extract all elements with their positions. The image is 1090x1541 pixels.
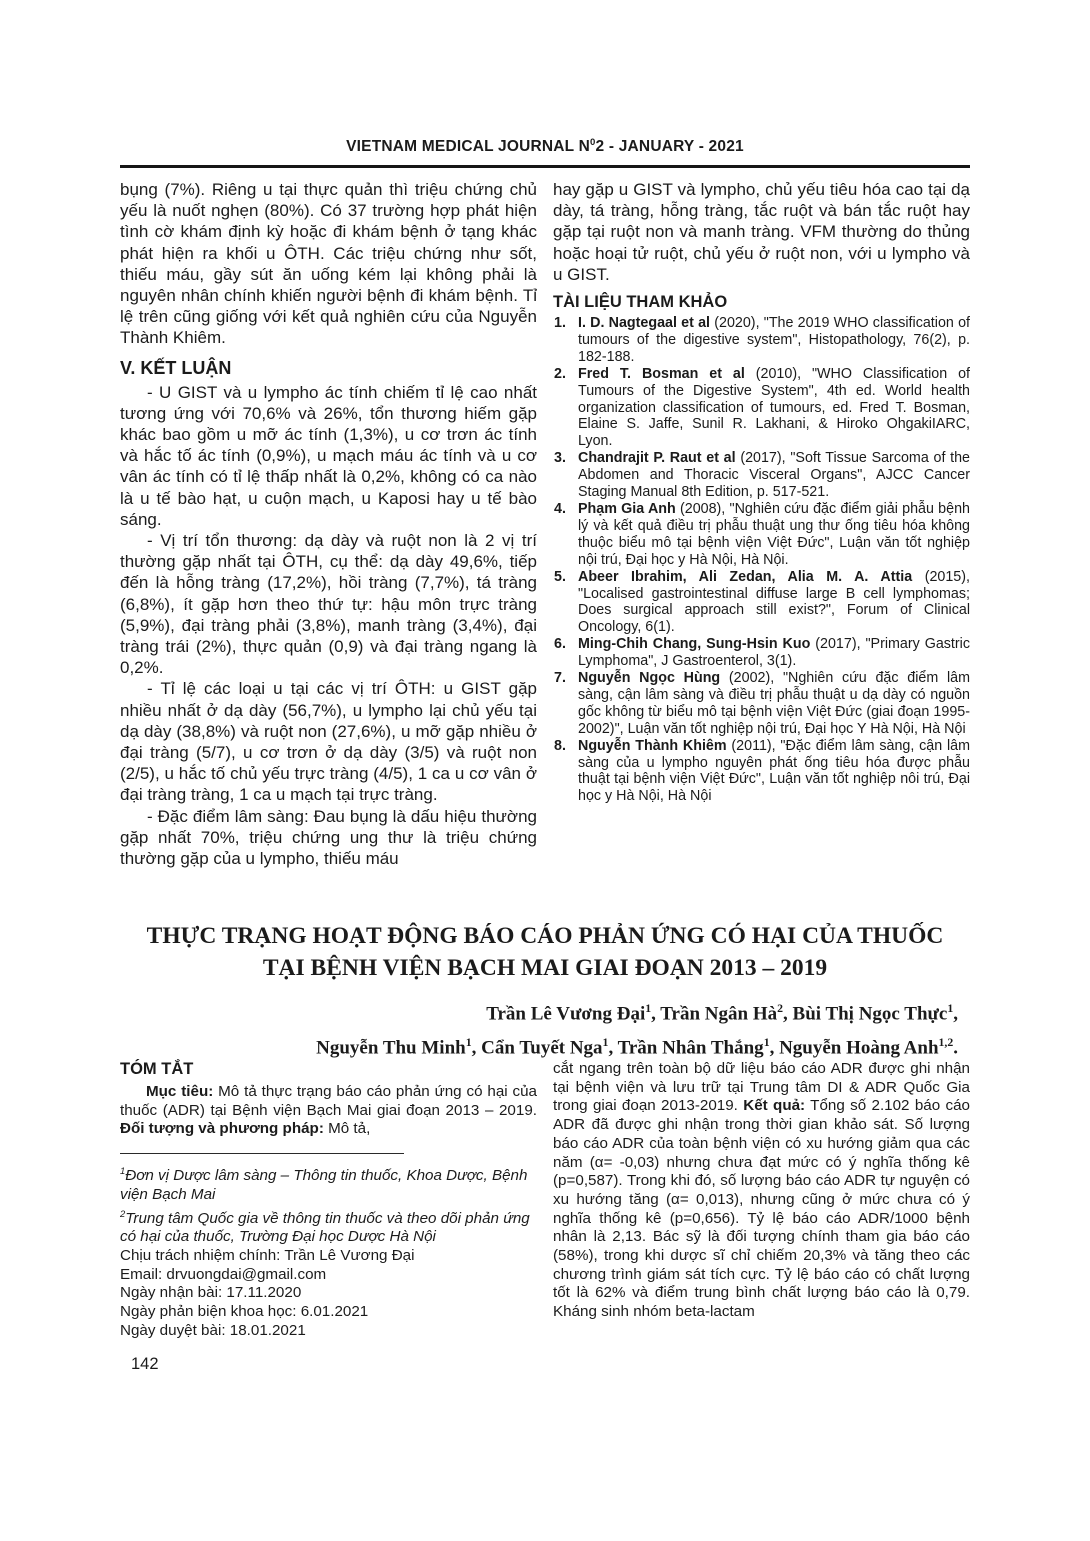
reference-text: (2015), "Localised gastrointestinal diffuse large B cell lymphomas; Does surgical approach still exist?", Forum of Clinical Oncology, 6(1). bbox=[578, 568, 970, 636]
reference-author: Phạm Gia Anh bbox=[578, 500, 676, 517]
abstract-paragraph bbox=[553, 1060, 970, 1322]
reference-number: 2. bbox=[554, 365, 566, 382]
reference-author: Abeer Ibrahim, Ali Zedan, Alia M. A. Attia bbox=[578, 568, 913, 585]
reference-number: 1. bbox=[554, 315, 566, 332]
author-name: , Trần Nhân Thắng bbox=[608, 1037, 764, 1059]
abstract-left-column bbox=[120, 1060, 537, 1341]
reference-text: (2017), "Soft Tissue Sarcoma of the Abdomen and Thoracic Visceral Organs", AJCC Cancer Staging Manual 8th Edition, p. 517-521. bbox=[578, 450, 970, 501]
abstract-methods-text: Mô tả, bbox=[323, 1120, 371, 1138]
references-heading: TÀI LIỆU THAM KHẢO bbox=[553, 293, 728, 312]
author-affiliation-superscript: 1 bbox=[645, 1002, 652, 1015]
affiliation-footnote bbox=[120, 1162, 537, 1204]
abstract-results-label: Kết quả: bbox=[743, 1097, 806, 1115]
reference-text: (2020), "The 2019 WHO classification of tumours of the digestive system", Histopathology, 76(2), p. 182-188. bbox=[578, 315, 970, 365]
author-affiliation-superscript: 1 bbox=[602, 1036, 609, 1050]
accepted-date-line: Ngày duyệt bài: 18.01.2021 bbox=[120, 1321, 306, 1339]
reviewed-date-line: Ngày phản biện khoa học: 6.01.2021 bbox=[120, 1303, 369, 1321]
article-title bbox=[120, 921, 970, 984]
author-name: , Bùi Thị Ngọc Thực bbox=[783, 1003, 948, 1025]
reference-item bbox=[553, 738, 970, 806]
reference-text: (2002), "Nghiên cứu đặc điểm lâm sàng, cận lâm sàng và điều trị phẫu thuật u dạ dày có nguồn gốc không từ biểu mô tại bệnh viện Việt Đức (giai đoạn 1995-2002)", Luận văn tốt nghiệp nội trú, Đại học Y Hà Nội, Hà Nội bbox=[578, 670, 971, 737]
author-name: Trần Lê Vương Đại bbox=[486, 1003, 646, 1025]
reference-text: (2011), "Đặc điểm lâm sàng, cận lâm sàng của u lympho nguyên phát ống tiêu hóa được phẫu thuật tại bệnh viện Việt Đức", Luận văn tốt nghiệp nôi trú, Đại học y Hà Nội, Hà Nội bbox=[578, 737, 970, 805]
author-name: , Trần Ngân Hà bbox=[651, 1003, 778, 1025]
reference-text: (2010), "WHO Classification of Tumours of the Digestive System", 4th ed. World health organization classification of tumours, ed. Fred T. Bosman, Elaine S. Jaffe, Sunil R. Lakhani, & Hiroko OhgakiIARC, Lyon. bbox=[578, 365, 970, 450]
footnote-block bbox=[120, 1153, 537, 1340]
body-paragraph: - Đặc điểm lâm sàng: Đau bụng là dấu hiệu thường gặp nhất 70%, triệu chứng ung thư là triệu chứng thường gặp của u lympho, thiếu máu bbox=[120, 806, 537, 869]
reference-author: I. D. Nagtegaal et al bbox=[578, 315, 711, 332]
abstract-objective-text: Mô tả thực trạng báo cáo phản ứng có hại của thuốc (ADR) tại Bệnh viện Bạch Mai giai đoạn 2013 – 2019. bbox=[120, 1083, 537, 1119]
journal-header-text-pre: VIETNAM MEDICAL JOURNAL N bbox=[346, 138, 590, 156]
abstract-right-column bbox=[553, 1060, 970, 1341]
journal-header-superscript: 0 bbox=[589, 137, 596, 148]
reference-text: (2008), "Nghiên cứu đặc điểm giải phẫu bệnh lý và kết quả điều trị phẫu thuật ung thư ống tiêu hóa không thuộc biểu mô tại bệnh viện Việt Đức", Luận văn tốt nghiệp nội trú, Đại học y Hà Nội, Hà Nội. bbox=[578, 500, 970, 568]
abstract-continuation-text: cắt ngang trên toàn bộ dữ liệu báo cáo ADR được ghi nhận tại bệnh viện và lưu trữ tại Trung tâm DI & ADR Quốc Gia trong giai đoạn 2013-2019. bbox=[553, 1060, 970, 1115]
author-affiliation-superscript: 1 bbox=[465, 1036, 472, 1050]
article-title-line1: THỰC TRẠNG HOẠT ĐỘNG BÁO CÁO PHẢN ỨNG CÓ HẠI CỦA THUỐC bbox=[146, 923, 944, 949]
body-paragraph: - U GIST và u lympho ác tính chiếm tỉ lệ cao nhất tương ứng với 70,6% và 26%, tổn thương hiếm gặp khác bao gồm u mỡ ác tính (1,3%), u cơ trơn ác tính và hắc tố ác tính (0,9%), u mạch máu ác tính và u cơ vân ác tính có tỉ lệ thấp nhất là 0,2%, không có ca nào là u tế bào hạt, u cuộn mạch, u Kaposi hay u tế bào sáng. bbox=[120, 382, 537, 529]
reference-number: 4. bbox=[554, 500, 566, 517]
reference-number: 5. bbox=[554, 568, 566, 585]
journal-header-text-post: 2 - JANUARY - 2021 bbox=[595, 138, 744, 156]
author-name: , Cẩn Tuyết Nga bbox=[471, 1037, 603, 1059]
footnote-divider bbox=[120, 1153, 404, 1154]
abstract-paragraph bbox=[120, 1083, 537, 1139]
abstract-objective-label: Mục tiêu: bbox=[146, 1083, 214, 1100]
authors-line bbox=[120, 994, 958, 1063]
page-number: 142 bbox=[131, 1355, 159, 1373]
abstract-results-text: Tổng số 2.102 báo cáo ADR đã được ghi nhận trong thời gian khảo sát. Số lượng báo cáo ADR của toàn bệnh viện có xu hướng giảm qua các năm (α= -0,03) nhưng chưa đạt mức có ý nghĩa thống kê (p=0,587). Trong khi đó, số lượng báo cáo ADR tự nguyện có xu hướng tăng (α= 0,013), nhưng cũng ở mức chưa có ý nghĩa thống kê (p=0,656). Tỷ lệ báo cáo ADR/1000 bệnh nhân là 2,13. Bác sỹ là đối tượng chính tham gia báo cáo (58%), trong khi dược sĩ chỉ chiếm 20,3% và tăng theo các chương trình giám sát tích cực. Tỷ lệ báo cáo có chất lượng tốt là 62% và điểm trung bình chất lượng báo cáo là 0,79. Kháng sinh nhóm beta-lactam bbox=[553, 1097, 970, 1321]
affiliation-footnote bbox=[120, 1205, 537, 1247]
author-name: , Nguyễn Hoàng Anh bbox=[769, 1037, 939, 1059]
reference-number: 8. bbox=[554, 737, 566, 754]
reference-item bbox=[553, 569, 970, 637]
author-affiliation-superscript: 1,2 bbox=[938, 1036, 954, 1050]
body-paragraph: - Vị trí tổn thương: dạ dày và ruột non là 2 vị trí thường gặp nhất tại ÔTH, cụ thể: dạ dày 49,6%, tiếp đến là hỗng tràng (17,2%), hồi tràng (7,7%), tá tràng (6,8%), ít gặp hơn theo thứ tự: hậu môn trực tràng (5,9%), đại tràng phải (3,8%), manh tràng (3,4%), đại tràng trái (2%), thực quản (0,9) và đại tràng ngang là 0,2%. bbox=[120, 531, 537, 678]
affiliation-text: Đơn vị Dược lâm sàng – Thông tin thuốc, Khoa Dược, Bệnh viện Bạch Mai bbox=[120, 1167, 528, 1203]
reference-text: (2017), "Primary Gastric Lymphoma", J Gastroenterol, 3(1). bbox=[578, 636, 970, 670]
left-column bbox=[120, 179, 537, 869]
reference-author: Nguyễn Ngọc Hùng bbox=[578, 670, 721, 687]
reference-item bbox=[553, 366, 970, 451]
reference-number: 6. bbox=[554, 636, 566, 653]
footnote-superscript: 2 bbox=[120, 1207, 126, 1219]
reference-item bbox=[553, 636, 970, 670]
reference-item bbox=[553, 450, 970, 501]
article-title-block bbox=[120, 921, 970, 1063]
abstract-section bbox=[120, 1060, 970, 1341]
authors-line1-tail: , bbox=[953, 1003, 958, 1025]
reference-author: Chandrajit P. Raut et al bbox=[578, 450, 736, 467]
body-paragraph: bụng (7%). Riêng u tại thực quản thì triệu chứng chủ yếu là nuốt nghẹn (80%). Có 37 trường hợp phát hiện tình cờ khám định kỳ hoặc đi khám bệnh ở tạng khác phát hiện ra khối u ÔTH. Các triệu chứng như sốt, thiếu máu, gầy sút ăn uống kém lại không phải là nguyên nhân chính khiến người bệnh đi khám bệnh. Tỉ lệ trên cũng giống với kết quả nghiên cứu của Nguyễn Thành Khiêm. bbox=[120, 180, 537, 348]
references-list bbox=[553, 315, 970, 805]
body-paragraph: hay gặp u GIST và lympho, chủ yếu tiêu hóa cao tại dạ dày, tá tràng, hỗng tràng, tắc ruột và bán tắc ruột hay gặp tại ruột non và manh tràng. VFM thường do thủng hoặc hoại tử ruột, chủ yếu ở ruột non, với u lympho và u GIST. bbox=[553, 180, 970, 284]
reference-author: Fred T. Bosman et al bbox=[578, 365, 745, 382]
email-line: Email: drvuongdai@gmail.com bbox=[120, 1265, 327, 1283]
author-affiliation-superscript: 1 bbox=[947, 1002, 954, 1015]
author-affiliation-superscript: 1 bbox=[763, 1036, 770, 1050]
reference-number: 7. bbox=[554, 670, 566, 687]
corresponding-author-line: Chịu trách nhiệm chính: Trần Lê Vương Đại bbox=[120, 1247, 415, 1265]
reference-author: Nguyễn Thành Khiêm bbox=[578, 737, 727, 754]
journal-header bbox=[120, 137, 970, 168]
reference-author: Ming-Chih Chang, Sung-Hsin Kuo bbox=[578, 636, 811, 653]
author-name: Nguyễn Thu Minh bbox=[316, 1037, 466, 1059]
right-column bbox=[553, 179, 970, 869]
conclusion-heading: V. KẾT LUẬN bbox=[120, 357, 232, 378]
article-title-line2: TẠI BỆNH VIỆN BẠCH MAI GIAI ĐOẠN 2013 – 2019 bbox=[262, 954, 828, 981]
footnote-superscript: 1 bbox=[120, 1165, 126, 1177]
author-affiliation-superscript: 2 bbox=[777, 1002, 784, 1015]
received-date-line: Ngày nhận bài: 17.11.2020 bbox=[120, 1284, 302, 1302]
reference-item bbox=[553, 501, 970, 569]
reference-item bbox=[553, 670, 970, 738]
body-paragraph: - Tỉ lệ các loại u tại các vị trí ÔTH: u GIST gặp nhiều nhất ở dạ dày (56,7%), u lympho lại chủ yếu tại dạ dày (38,8%) và ruột non (27,6%), u mỡ gặp nhiều ở đại tràng (5/7), u cơ trơn ở dạ dày (3/5) và ruột non (2/5), u hắc tố chủ yếu trực tràng (4/5), 1 ca u cơ vân ở đại tràng tràng, 1 ca u mạch tại trực tràng. bbox=[120, 679, 537, 805]
reference-number: 3. bbox=[554, 450, 566, 467]
abstract-heading: TÓM TẮT bbox=[120, 1060, 194, 1078]
authors-line2-tail: . bbox=[953, 1037, 958, 1059]
abstract-methods-label: Đối tượng và phương pháp: bbox=[120, 1120, 324, 1138]
reference-item bbox=[553, 315, 970, 366]
affiliation-text: Trung tâm Quốc gia về thông tin thuốc và theo dõi phản ứng có hại của thuốc, Trường Đại học Dược Hà Nội bbox=[120, 1209, 530, 1246]
previous-article-section bbox=[120, 179, 970, 869]
